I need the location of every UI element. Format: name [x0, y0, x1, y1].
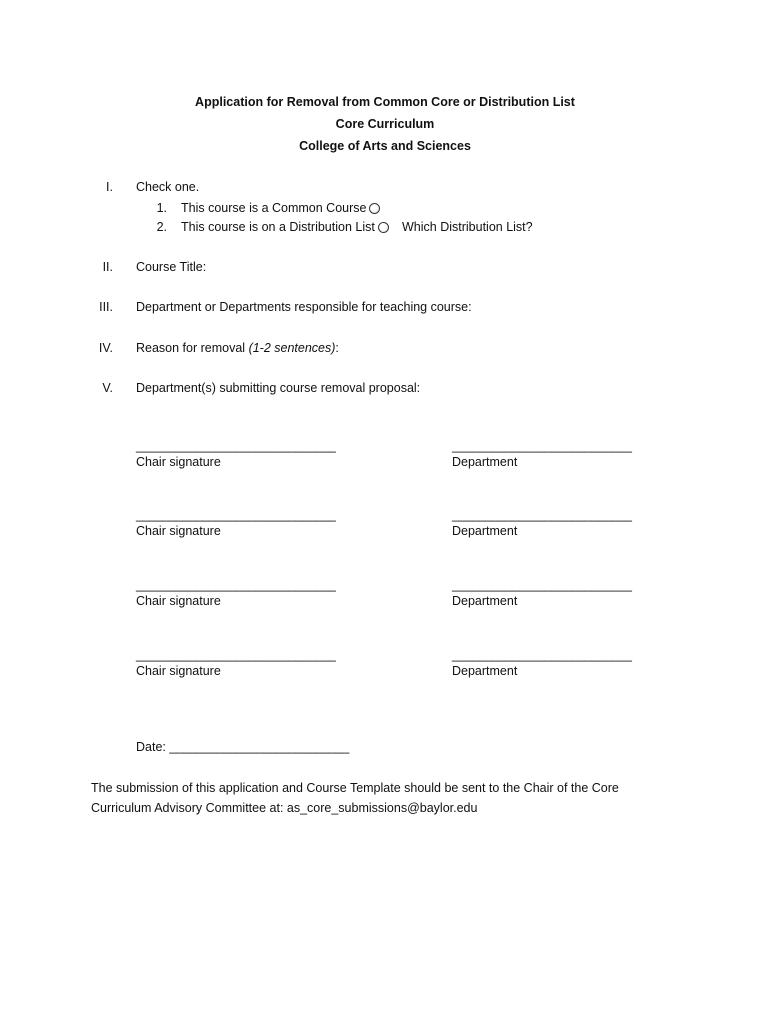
departments-responsible-label: Department or Departments responsible for teaching course:: [136, 300, 472, 314]
chair-signature-label: Chair signature: [136, 664, 221, 678]
department-label: Department: [452, 664, 518, 678]
department-line[interactable]: ___________________________: [452, 578, 632, 592]
form-title: Application for Removal from Common Core or Distribution List: [195, 95, 575, 109]
submission-instructions-line2: Curriculum Advisory Committee at: as_core_submissions@baylor.edu: [91, 801, 478, 815]
option-common-course-label: This course is a Common Course: [181, 201, 367, 215]
department-label: Department: [452, 455, 518, 469]
reason-label-text: Reason for removal: [136, 341, 246, 355]
form-subtitle: Core Curriculum: [335, 117, 435, 131]
section-number-5: V.: [102, 381, 113, 395]
chair-signature-label: Chair signature: [136, 594, 221, 608]
reason-colon: :: [335, 341, 339, 355]
section-number-3: III.: [99, 300, 113, 314]
reason-for-removal-label: [136, 341, 339, 355]
date-label: Date:: [136, 740, 166, 754]
chair-signature-line[interactable]: ______________________________: [136, 578, 336, 592]
chair-signature-label: Chair signature: [136, 455, 221, 469]
distribution-list-radio[interactable]: [378, 222, 389, 233]
option-common-course: [181, 201, 380, 215]
option-number-2: 2.: [156, 220, 167, 234]
option-distribution-list: [181, 220, 389, 234]
common-course-radio[interactable]: [369, 203, 380, 214]
date-field: [136, 740, 349, 754]
section-number-4: IV.: [98, 341, 113, 355]
department-line[interactable]: ___________________________: [452, 439, 632, 453]
option-distribution-list-label: This course is on a Distribution List: [181, 220, 375, 234]
section-number-2: II.: [102, 260, 113, 274]
section-label-check-one: Check one.: [136, 180, 200, 194]
date-line[interactable]: ___________________________: [169, 740, 349, 754]
department-label: Department: [452, 594, 518, 608]
department-line[interactable]: ___________________________: [452, 508, 632, 522]
department-label: Department: [452, 524, 518, 538]
chair-signature-line[interactable]: ______________________________: [136, 508, 336, 522]
department-line[interactable]: ___________________________: [452, 648, 632, 662]
college-name: College of Arts and Sciences: [299, 139, 471, 153]
section-number-1: I.: [106, 180, 113, 194]
which-distribution-list-label: Which Distribution List?: [402, 220, 533, 234]
chair-signature-line[interactable]: ______________________________: [136, 648, 336, 662]
submission-instructions-line1: The submission of this application and Course Template should be sent to the Chair of the Core: [91, 781, 619, 795]
course-title-label: Course Title:: [136, 260, 207, 274]
chair-signature-line[interactable]: ______________________________: [136, 439, 336, 453]
reason-hint: (1-2 sentences): [248, 341, 336, 355]
chair-signature-label: Chair signature: [136, 524, 221, 538]
submitting-departments-label: Department(s) submitting course removal proposal:: [136, 381, 421, 395]
option-number-1: 1.: [156, 201, 167, 215]
